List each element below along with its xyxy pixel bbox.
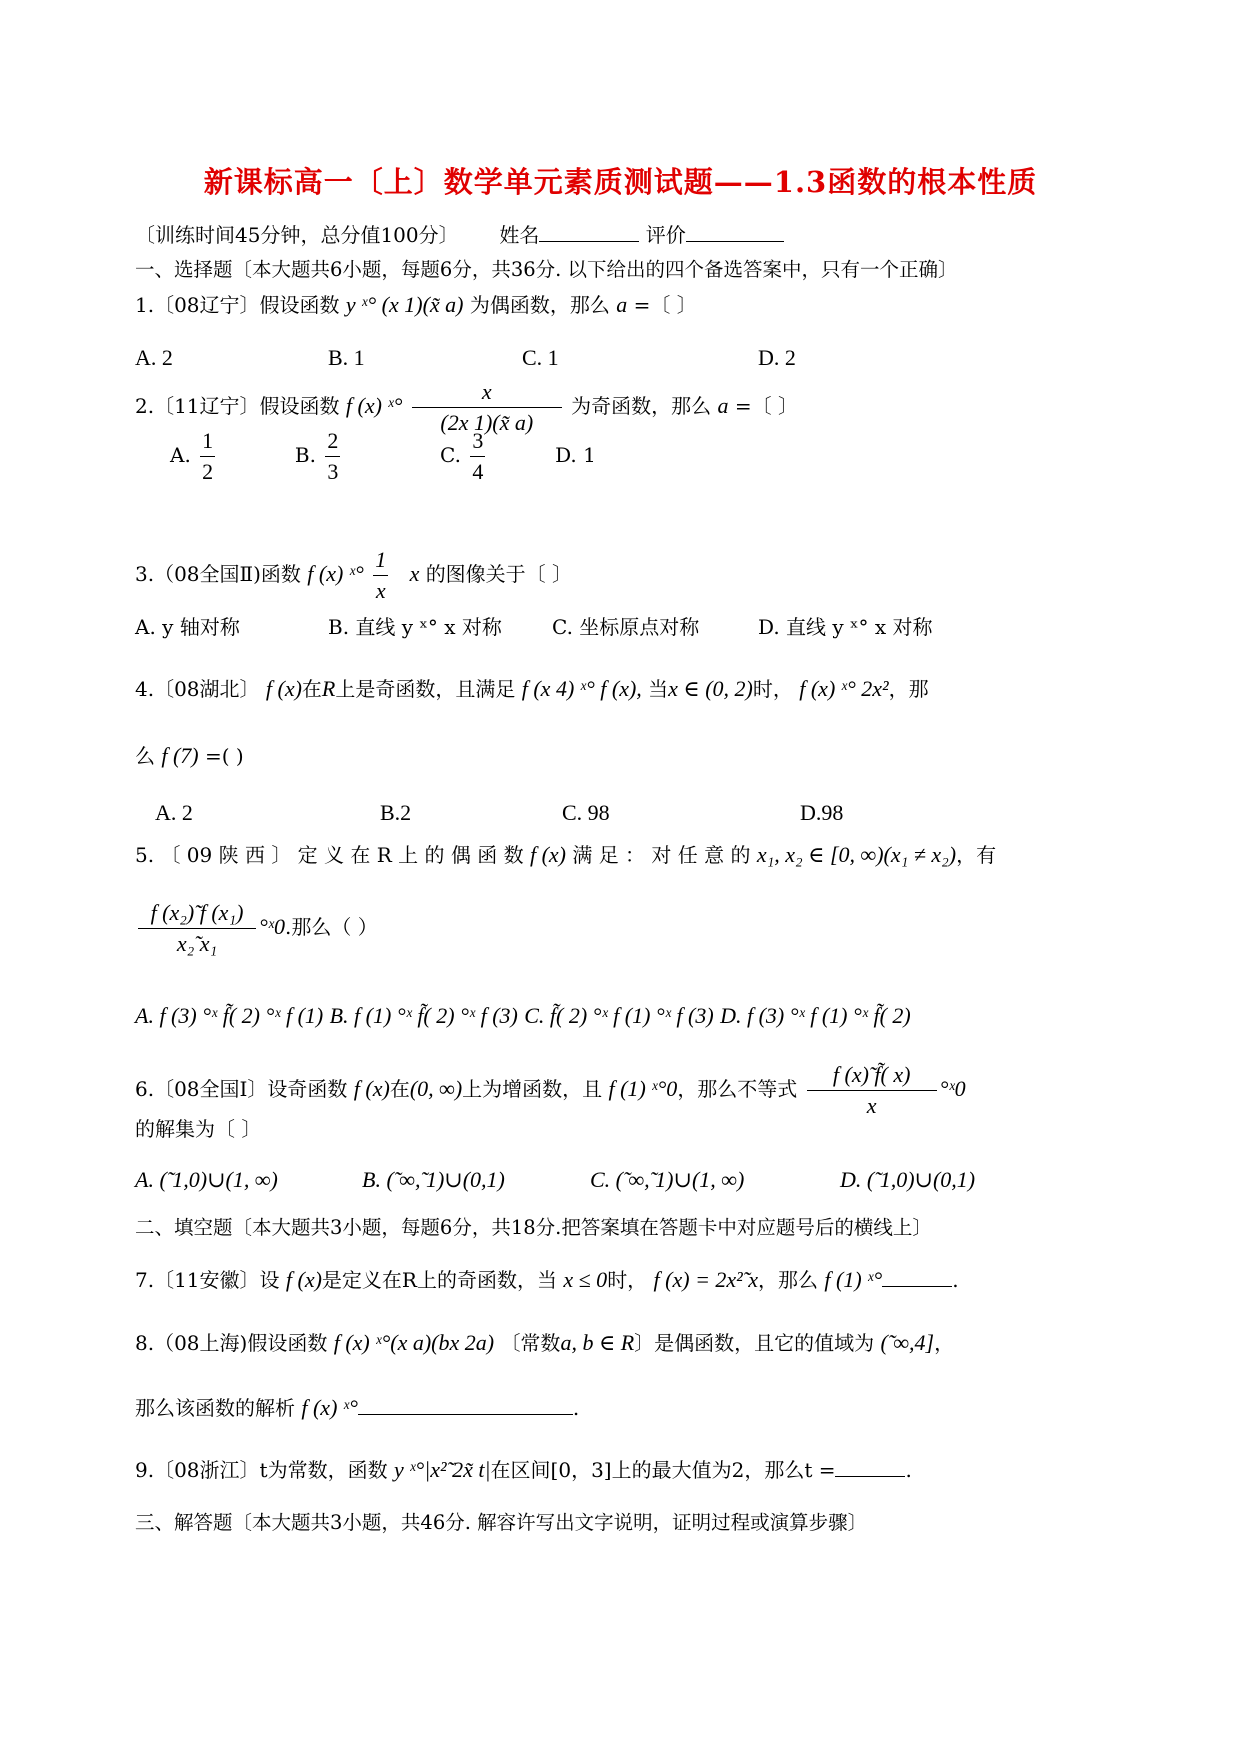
- q4-f-x: f (x): [265, 676, 302, 701]
- q4-definition: f (x) ˣ° 2x²: [799, 676, 889, 701]
- q6-interval: (0, ∞): [409, 1076, 463, 1101]
- q9-end: .: [905, 1458, 912, 1482]
- q3-denominator: x: [375, 578, 386, 603]
- q4-option-d: D.98: [800, 800, 844, 825]
- q2-numerator: x: [412, 379, 562, 408]
- q1-option-d: D. 2: [758, 345, 796, 370]
- q2-suffix: 为奇函数，那么: [571, 394, 712, 418]
- q2-option-c-num: 3: [470, 428, 485, 457]
- q4-prefix: 4.〔08湖北〕: [135, 677, 260, 701]
- q2-var: a: [717, 393, 729, 418]
- q7-text-3: ，那么: [758, 1268, 819, 1292]
- q8-constants: a, b ∈ R: [560, 1330, 635, 1355]
- q3-fraction: [373, 547, 388, 604]
- q5-option-a: A. f (3) °ˣ f̃( 2) °ˣ f (1): [135, 1003, 324, 1028]
- q3-numerator: 1: [373, 547, 388, 576]
- section-heading-fill: 二、填空题〔本大题共3小题，每题6分，共18分.把答案填在答题卡中对应题号后的横线上〕: [135, 1216, 932, 1239]
- q2-option-b-label: B.: [294, 443, 316, 467]
- question-3: [135, 547, 572, 604]
- q4-text-4: 时，: [752, 677, 793, 701]
- q5-condition: x₁, x₂ ∈ [0, ∞)(x₁ ≠ x₂): [756, 842, 957, 867]
- q6-option-d: D. (̃ 1,0)∪(0,1): [840, 1167, 976, 1192]
- q3-option-a: A. y 轴对称: [135, 615, 240, 639]
- q6-f-x: f (x): [353, 1076, 390, 1101]
- q2-option-a-label: A.: [170, 443, 191, 467]
- section-heading-choice: 一、选择题〔本大题共6小题，每题6分，共36分. 以下给出的四个备选答案中，只有一个正确〕: [135, 258, 958, 281]
- q5-f-x: f (x): [529, 842, 566, 867]
- q6-text-2: 上为增函数，且: [462, 1077, 603, 1101]
- q1-option-c: C. 1: [522, 345, 559, 370]
- q8-prefix: 8.（08上海)假设函数: [135, 1331, 328, 1355]
- q6-option-b: B. (̃ ∞,̃ 1)∪(0,1): [362, 1167, 505, 1192]
- q5-prefix: 5. 〔 09 陕 西 〕 定 义 在 R 上 的 偶 函 数: [135, 843, 524, 867]
- q6-option-c: C. (̃ ∞,̃ 1)∪(1, ∞): [590, 1167, 745, 1192]
- q3-rest: x: [409, 561, 420, 586]
- q7-condition: x ≤ 0: [563, 1267, 608, 1292]
- q3-lhs: f (x) ˣ°: [307, 561, 364, 586]
- q2-lhs: f (x) ˣ°: [345, 393, 403, 418]
- q1-prefix: 1.〔08辽宁〕假设函数: [135, 293, 340, 317]
- q4-text-3: 当: [648, 677, 669, 701]
- q2-options: [170, 428, 596, 485]
- q7-definition: f (x) = 2x²̃ x: [653, 1267, 759, 1292]
- q8-function: f (x) ˣ°(x a)(bx 2a): [333, 1330, 495, 1355]
- question-4: [135, 676, 929, 702]
- section-heading-answer: 三、解答题〔本大题共3小题，共46分. 解容许写出文字说明，证明过程或演算步骤〕: [135, 1511, 868, 1534]
- q4-set-r: R: [321, 676, 336, 701]
- question-9: [135, 1456, 912, 1483]
- question-7: [135, 1266, 959, 1293]
- q6-f-1: f (1) ˣ°0: [608, 1076, 678, 1101]
- question-1: [135, 292, 697, 318]
- q2-option-a: [170, 428, 225, 484]
- name-label: 姓名: [499, 223, 540, 247]
- q4-line2-text: 么: [135, 744, 155, 768]
- q5-fraction: [138, 900, 256, 957]
- q1-answer-paren: =〔 〕: [627, 293, 697, 317]
- question-6: [135, 1062, 966, 1119]
- q5-options: [135, 1003, 911, 1029]
- question-5-line-2: [135, 900, 378, 957]
- q8-text-1: 〔常数: [500, 1331, 561, 1355]
- q3-option-c: C. 坐标原点对称: [552, 615, 700, 639]
- q3-suffix: 的图像关于〔 〕: [425, 562, 573, 586]
- q2-answer-paren: =〔 〕: [728, 394, 798, 418]
- q2-option-b: [294, 428, 350, 484]
- q6-line-2: 的解集为〔 〕: [135, 1117, 262, 1141]
- q5-suffix: .那么（ ）: [285, 915, 378, 939]
- q6-option-a: A. (̃ 1,0)∪(1, ∞): [135, 1167, 278, 1192]
- q7-answer-blank[interactable]: [882, 1266, 952, 1287]
- q7-f-1: f (1) ˣ°: [824, 1267, 883, 1292]
- q4-text-1: 在: [301, 677, 322, 701]
- q5-option-b: B. f (1) °ˣ f̃( 2) °ˣ f (3): [329, 1003, 518, 1028]
- q2-option-b-den: 3: [327, 459, 339, 484]
- q8-text-3: ，: [934, 1331, 955, 1355]
- q6-inequality: °ˣ0: [939, 1076, 966, 1101]
- q6-prefix: 6.〔08全国Ⅰ〕设奇函数: [135, 1077, 348, 1101]
- name-blank: [539, 221, 639, 242]
- q6-text-3: ，那么不等式: [677, 1077, 798, 1101]
- q1-expression: y ˣ° (x 1)(x̃ a): [345, 292, 464, 317]
- q8-range: (̃ ∞,4]: [880, 1330, 935, 1355]
- q2-option-b-num: 2: [325, 428, 340, 457]
- q4-interval: x ∈ (0, 2): [668, 676, 753, 701]
- q3-prefix: 3.（08全国Ⅱ)函数: [135, 562, 301, 586]
- q4-period-condition: f (x 4) ˣ° f (x),: [521, 676, 642, 701]
- q2-option-a-num: 1: [200, 428, 215, 457]
- q4-option-a: A. 2: [155, 800, 193, 825]
- q7-text-2: 时，: [607, 1268, 648, 1292]
- q8-f-x: f (x) ˣ°: [301, 1395, 358, 1420]
- q6-denominator: x: [866, 1093, 877, 1118]
- q9-prefix: 9.〔08浙江〕t为常数，函数: [135, 1458, 388, 1482]
- q7-text-1: 是定义在R上的奇函数，当: [321, 1268, 557, 1292]
- q2-option-a-den: 2: [202, 459, 214, 484]
- q4-option-b: B.2: [380, 800, 412, 825]
- q4-text-5: ，那: [888, 677, 929, 701]
- q9-answer-blank[interactable]: [835, 1456, 905, 1477]
- q8-answer-blank[interactable]: [358, 1394, 573, 1415]
- question-8-line-2: [135, 1394, 579, 1421]
- q5-option-d: D. f (3) °ˣ f (1) °ˣ f̃( 2): [720, 1003, 911, 1028]
- page-title: 新课标高一〔上〕数学单元素质测试题——1.3函数的根本性质: [203, 165, 1038, 199]
- q8-end: .: [572, 1396, 580, 1420]
- q2-denominator: (2x 1)(x̃ a): [440, 410, 534, 435]
- q6-text-1: 在: [389, 1077, 410, 1101]
- q4-answer-paren: =( ): [198, 744, 244, 768]
- q8-line2-text: 那么该函数的解析: [135, 1396, 295, 1420]
- q5-text-2: ，有: [956, 843, 997, 867]
- q1-option-b: B. 1: [328, 345, 365, 370]
- q6-numerator: f (x)̃ f̃( x): [807, 1062, 937, 1091]
- q3-option-b: B. 直线 y ˣ° x 对称: [328, 615, 502, 639]
- exam-meta: 〔训练时间45分钟，总分值100分〕: [135, 223, 459, 247]
- score-label: 评价: [645, 223, 686, 247]
- q1-var: a: [616, 292, 628, 317]
- q3-option-d: D. 直线 y ˣ° x 对称: [758, 615, 933, 639]
- q4-f-7: f (7): [161, 743, 199, 768]
- question-8: [135, 1330, 954, 1356]
- q2-option-c-label: C.: [440, 443, 461, 467]
- question-4-line-2: [135, 743, 244, 769]
- score-blank: [686, 221, 784, 242]
- q2-option-c-den: 4: [472, 459, 484, 484]
- q4-text-2: 上是奇函数，且满足: [335, 677, 516, 701]
- question-5: [135, 842, 996, 868]
- q7-f-x: f (x): [285, 1267, 322, 1292]
- exam-info: [135, 221, 784, 248]
- q5-option-c: C. f̃( 2) °ˣ f (1) °ˣ f (3): [524, 1003, 714, 1028]
- q7-prefix: 7.〔11安徽〕设: [135, 1268, 280, 1292]
- q9-function: y ˣ°|x²̃ 2x̃ t|: [393, 1457, 491, 1482]
- q7-end: .: [952, 1268, 959, 1292]
- q1-suffix: 为偶函数，那么: [469, 293, 610, 317]
- q5-numerator: f (x₂)̃ f (x₁): [138, 900, 256, 929]
- q9-text-1: 在区间[0，3]上的最大值为2，那么t =: [490, 1458, 836, 1482]
- q6-fraction: [807, 1062, 937, 1119]
- q2-option-c: [440, 428, 495, 484]
- q5-denominator: x₂̃ x₁: [176, 931, 218, 956]
- q1-option-a: A. 2: [135, 345, 173, 370]
- q2-prefix: 2.〔11辽宁〕假设函数: [135, 394, 340, 418]
- q2-option-d: D. 1: [555, 443, 596, 467]
- q5-inequality: °ˣ0: [259, 914, 286, 939]
- q4-option-c: C. 98: [562, 800, 610, 825]
- q8-text-2: 〕是偶函数，且它的值域为: [634, 1331, 875, 1355]
- q5-text-1: 满 足 ： 对 任 意 的: [572, 843, 751, 867]
